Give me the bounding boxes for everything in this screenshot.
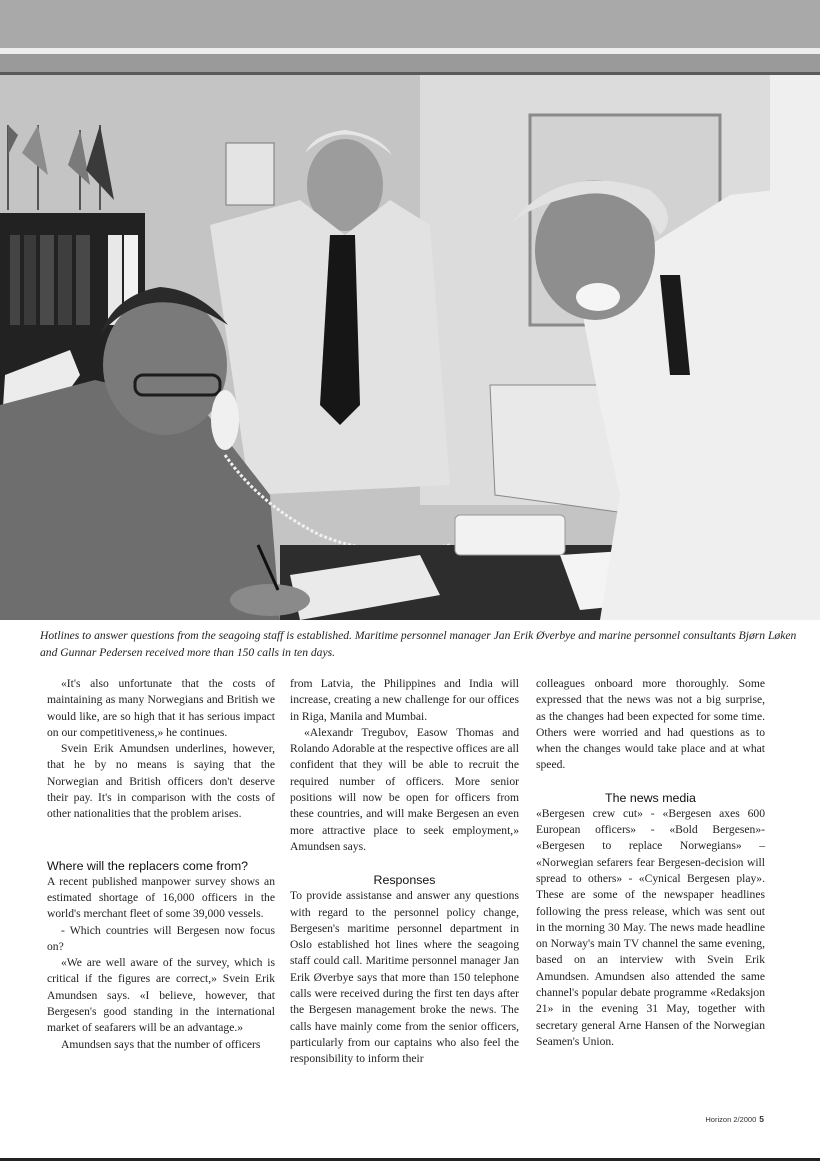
section-heading-responses: Responses xyxy=(373,873,436,888)
paragraph: «We are well aware of the survey, which is critical if the figures are correct,» Svein Erik Amundsen says. «I believe, however, that Bergesen's good standing in the international market of seafarers will be an advantage.» xyxy=(47,956,275,1035)
section-heading-news-media: The news media xyxy=(605,790,696,805)
paragraph: «Alexandr Tregubov, Easow Thomas and Rolando Adorable at the respective offices are all confident that they will be able to recruit the required number of officers. More senior positions will now be open for officers from these countries, and will make Bergesen an even more attractive place to seek employment,» Amundsen says. xyxy=(290,725,519,853)
issue-label: Horizon 2/2000 xyxy=(705,1115,757,1124)
article-column-3 xyxy=(536,676,765,1050)
paragraph: To provide assistanse and answer any questions with regard to the personnel policy change, Bergesen's maritime personnel department in Oslo established hot lines where the seagoing staff could call. Maritime personnel manager Jan Erik Øverbye says that more than 150 telephone calls were received during the first ten days after the Bergesen management broke the news. The calls have mainly come from the senior officers, particularly from our captains who also feel the responsibility to inform their xyxy=(290,889,519,1066)
paragraph: A recent published manpower survey shows an estimated shortage of 16,000 officers in the world's merchant fleet of some 39,000 vessels. xyxy=(47,874,275,921)
section-heading-replacers: Where will the replacers come from? xyxy=(47,858,249,873)
office-photo-illustration xyxy=(0,75,820,620)
paragraph: «Bergesen crew cut» - «Bergesen axes 600 European officers» - «Bold Bergesen»- «Bergesen to replace Norwegians» – «Norwegian sefarers fear Bergesen-decision will spread to others» - «Cynical Bergesen play». These are some of the newspaper headlines following the press release, which was sent out in the morning 30 May. The news made headline on Norway's main TV channel the same evening, based on an interview with Svein Erik Amundsen. Amundsen also attended the same channel's popular debate programme «Redaksjon 21» in the evening 31 May, together with secretary general Arne Hansen of the Norwegian Seamen's Union. xyxy=(536,806,765,1048)
paragraph: Amundsen says that the number of officers xyxy=(61,1037,261,1051)
page-number: 5 xyxy=(759,1114,764,1124)
paragraph: «It's also unfortunate that the costs of maintaining as many Norwegians and British we would like, are so high that it has serious impact on our competitiveness,» he continues. xyxy=(47,677,275,739)
header-gray-strip xyxy=(0,54,820,72)
article-column-1 xyxy=(47,676,275,1053)
paragraph: colleagues onboard more thoroughly. Some expressed that the news was not a big surprise, as the changes had been expected for some time. Others were worried and had questions as to when the changes would take place and at what speed. xyxy=(536,677,765,772)
article-column-2 xyxy=(290,676,519,1068)
paragraph: from Latvia, the Philippines and India will increase, creating a new challenge for our offices in Riga, Manila and Mumbai. xyxy=(290,677,519,723)
spacer xyxy=(47,823,275,858)
top-gray-band xyxy=(0,0,820,48)
bottom-rule xyxy=(0,1158,820,1161)
paragraph: Svein Erik Amundsen underlines, however, that he by no means is saying that the Norwegian and British officers don't deserve their pay. It's in comparison with the costs of other nationalities that the problem arises. xyxy=(47,742,275,821)
photo-caption: Hotlines to answer questions from the seagoing staff is established. Maritime personnel manager Jan Erik Øverbye and marine personnel consultants Bjørn Løken and Gunnar Pedersen received more than 150 calls in ten days. xyxy=(40,629,797,659)
paragraph: - Which countries will Bergesen now focus on? xyxy=(47,923,275,953)
office-photo xyxy=(0,75,820,620)
page-footer xyxy=(705,1114,764,1124)
spacer xyxy=(536,774,765,790)
spacer xyxy=(290,855,519,872)
